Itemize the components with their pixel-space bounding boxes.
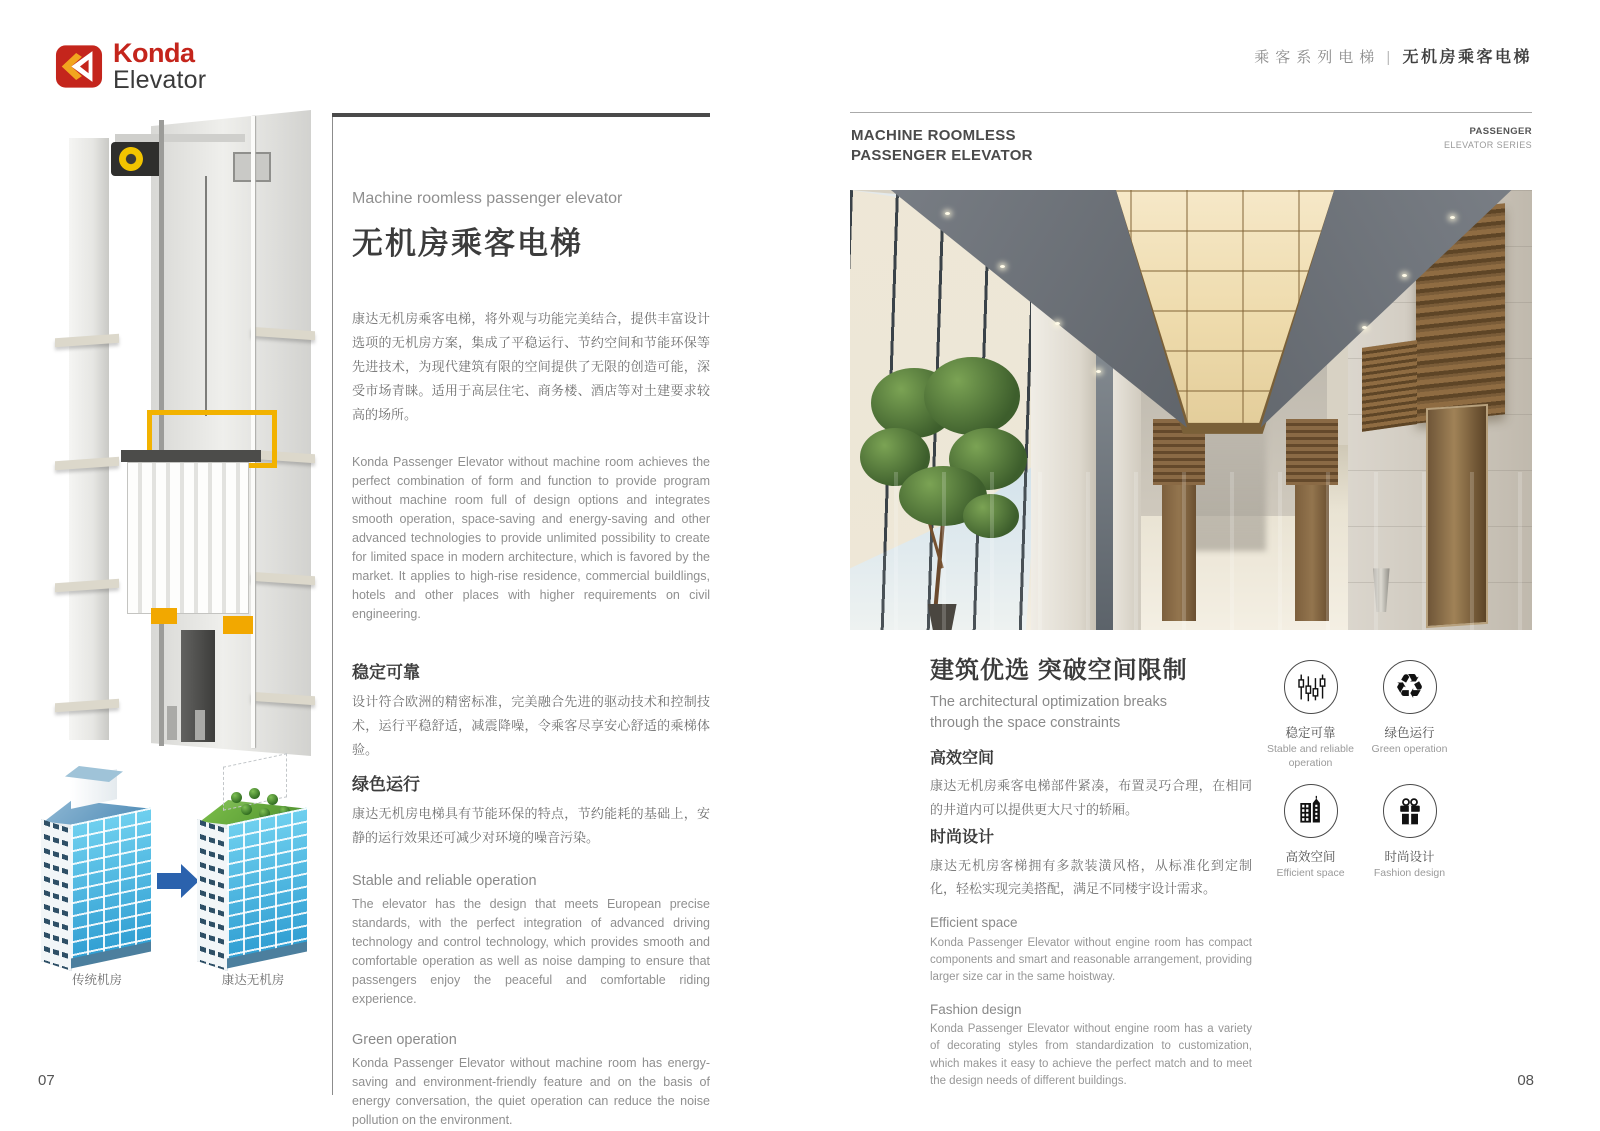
heading-line1: MACHINE ROOMLESS xyxy=(851,127,1016,144)
badge-circle xyxy=(1284,784,1338,838)
badge-label-en: Efficient space xyxy=(1276,867,1345,880)
konda-logo-icon xyxy=(55,44,103,89)
buildings-comparison-illustration xyxy=(35,768,325,998)
badge-green xyxy=(1361,660,1458,770)
section-body-en: Konda Passenger Elevator without engine room has a variety of decorating styles from standardization to customization, which makes it easy to achieve the perfect match and to meet the design needs of different buildings. xyxy=(930,1023,1252,1087)
spotlight xyxy=(1055,322,1060,325)
konda-building-illustration xyxy=(197,786,307,982)
recycle-icon: ♻ xyxy=(1394,667,1425,707)
feature-badges xyxy=(1262,660,1458,881)
badge-label-zh: 高效空间 xyxy=(1285,850,1336,865)
building-front-face xyxy=(71,807,151,966)
logo-brand-text: Konda xyxy=(113,38,195,68)
logo-wordmark xyxy=(113,40,206,93)
pit-buffer xyxy=(167,706,177,740)
corner-line1: PASSENGER xyxy=(1469,126,1532,137)
badge-fashion xyxy=(1361,784,1458,881)
section-body-en: Konda Passenger Elevator without engine room has compact components and smart and reasonable arrangement, providing larger size car in the same hoistway. xyxy=(930,936,1252,984)
buildings-icon xyxy=(1295,795,1327,827)
section-title-zh: 时尚设计 xyxy=(930,829,995,847)
roof-tree xyxy=(267,794,278,805)
section-title-en: Fashion design xyxy=(930,1001,1022,1017)
section-body-en: The elevator has the design that meets European precise standards, with the perfect integration of advanced driving technology and control technology, which provides smooth and comfortable operation as well as noise damping to ensure that passengers enjoy the peaceful and comfortable riding experience. xyxy=(352,897,710,1007)
section-title-zh: 稳定可靠 xyxy=(352,663,420,682)
horizontal-accent-rule xyxy=(332,113,710,117)
right-page-heading xyxy=(851,126,1033,167)
photo-wood-slat-feature xyxy=(1362,340,1417,431)
buffer xyxy=(223,616,253,634)
feature-sub-line2: through the space constraints xyxy=(930,715,1121,732)
building-front-face xyxy=(227,807,307,966)
eyebrow-title: Machine roomless passenger elevator xyxy=(352,190,623,207)
section-title-en: Green operation xyxy=(352,1032,457,1049)
feature-subtitle-en xyxy=(930,692,1252,734)
logo-sub-text: Elevator xyxy=(113,65,207,94)
roof-tree xyxy=(241,804,252,815)
section-title-zh: 绿色运行 xyxy=(352,775,420,795)
shaft-wall-left xyxy=(69,138,109,740)
series-corner-label xyxy=(1444,126,1532,151)
badge-circle xyxy=(1383,660,1437,714)
building-side-face xyxy=(197,819,228,971)
badge-label-zh: 绿色运行 xyxy=(1384,726,1435,740)
badge-circle xyxy=(1284,660,1338,714)
section-title-en: Stable and reliable operation xyxy=(352,873,537,890)
header-product-label: 无机房乘客电梯 xyxy=(1402,49,1532,66)
badge-stable xyxy=(1262,660,1359,770)
elevator-car xyxy=(127,462,249,614)
heading-line2: PASSENGER ELEVATOR xyxy=(851,147,1033,165)
spotlight xyxy=(1000,265,1005,268)
page-header xyxy=(1254,44,1532,67)
section-body-zh: 康达无机房乘客电梯部件紧凑，布置灵巧合理，在相同的井道内可以提供更大尺寸的轿厢。 xyxy=(930,778,1252,817)
page-number-left: 07 xyxy=(38,1072,55,1089)
intro-paragraph-zh: 康达无机房乘客电梯，将外观与功能完美结合，提供丰富设计选项的无机房方案，集成了平稳运行、节约空间和节能环保等先进技术，为现代建筑有限的空间提供了无限的创造可能，深受市场青睐。适用于高层住宅、商务楼、酒店等对土建要求较高的场所。 xyxy=(352,311,710,423)
feature-text-block xyxy=(930,656,1252,1090)
buffer xyxy=(151,608,177,624)
roof-tree xyxy=(231,792,242,803)
intro-block xyxy=(352,190,710,624)
vertical-divider xyxy=(332,113,333,1095)
elevator-shaft-illustration xyxy=(55,110,315,760)
traction-sheave xyxy=(119,147,143,171)
top-beam xyxy=(115,134,245,142)
section-body-zh: 设计符合欧洲的精密标准，完美融合先进的驱动技术和控制技术，运行平稳舒适，减震降噪，令乘客尽享安心舒适的乘梯体验。 xyxy=(352,694,710,758)
roof-tree xyxy=(249,788,260,799)
badge-label-en: Green operation xyxy=(1371,743,1448,755)
photo-floor-reflection xyxy=(850,472,1532,630)
badge-label-en: Fashion design xyxy=(1373,867,1446,880)
badge-space xyxy=(1262,784,1359,881)
lobby-photo xyxy=(850,190,1532,630)
section-title-zh: 高效空间 xyxy=(930,750,995,768)
section-title-en: Efficient space xyxy=(930,915,1018,931)
page-title: 无机房乘客电梯 xyxy=(352,226,583,261)
brand-logo xyxy=(55,40,206,93)
section-body-zh: 康达无机房电梯具有节能环保的特点，节约能耗的基础上，安静的运行效果还可减少对环境的噪音污染。 xyxy=(352,806,710,846)
page-number-right: 08 xyxy=(1517,1072,1534,1089)
building-side-face xyxy=(41,819,72,971)
badge-label-en: Stable and reliable operation xyxy=(1267,743,1354,769)
feature-title-zh: 建筑优选 突破空间限制 xyxy=(930,657,1188,684)
konda-building-label: 康达无机房 xyxy=(221,973,285,987)
hoist-rope xyxy=(205,176,207,416)
features-block xyxy=(352,662,710,1130)
sliders-icon xyxy=(1295,671,1327,703)
corner-line2: ELEVATOR SERIES xyxy=(1443,139,1532,150)
right-page-rule xyxy=(850,112,1532,113)
traditional-building-illustration xyxy=(41,786,151,982)
section-body-zh: 康达无机房客梯拥有多款装潢风格，从标准化到定制化，轻松实现完美搭配，满足不同楼宇设计需求。 xyxy=(930,857,1252,896)
spotlight xyxy=(1402,274,1407,277)
badge-label-zh: 时尚设计 xyxy=(1384,850,1435,865)
pit-buffer xyxy=(195,710,205,740)
badge-label-zh: 稳定可靠 xyxy=(1285,726,1336,740)
intro-paragraph-en: Konda Passenger Elevator without machine room achieves the perfect combination of form and function to provide program without machine room full of design options and integrates smooth operation, space-saving and energy-saving and other advanced technologies to provide unlimited possibility to create for limited space in modern architecture, which is favored by the market. It applies to high-rise residence, commercial buildlings, hotels and other places with higher requirements on civil engineering. xyxy=(352,455,710,622)
car-sling xyxy=(121,450,261,462)
tree-foliage xyxy=(924,357,1020,435)
section-body-en: Konda Passenger Elevator without machine room has energy-saving and environment-friendly feature and on the basis of energy conversation, the quiet operation can reduce the noise pollution on the environment. xyxy=(352,1056,710,1128)
badge-circle xyxy=(1383,784,1437,838)
header-separator: | xyxy=(1386,49,1391,66)
feature-sub-line1: The architectural optimization breaks xyxy=(930,694,1167,710)
traditional-building-label: 传统机房 xyxy=(71,973,122,987)
arrow-body xyxy=(157,873,181,889)
gift-icon xyxy=(1394,795,1426,827)
header-series-label: 乘客系列电梯 xyxy=(1254,49,1381,66)
